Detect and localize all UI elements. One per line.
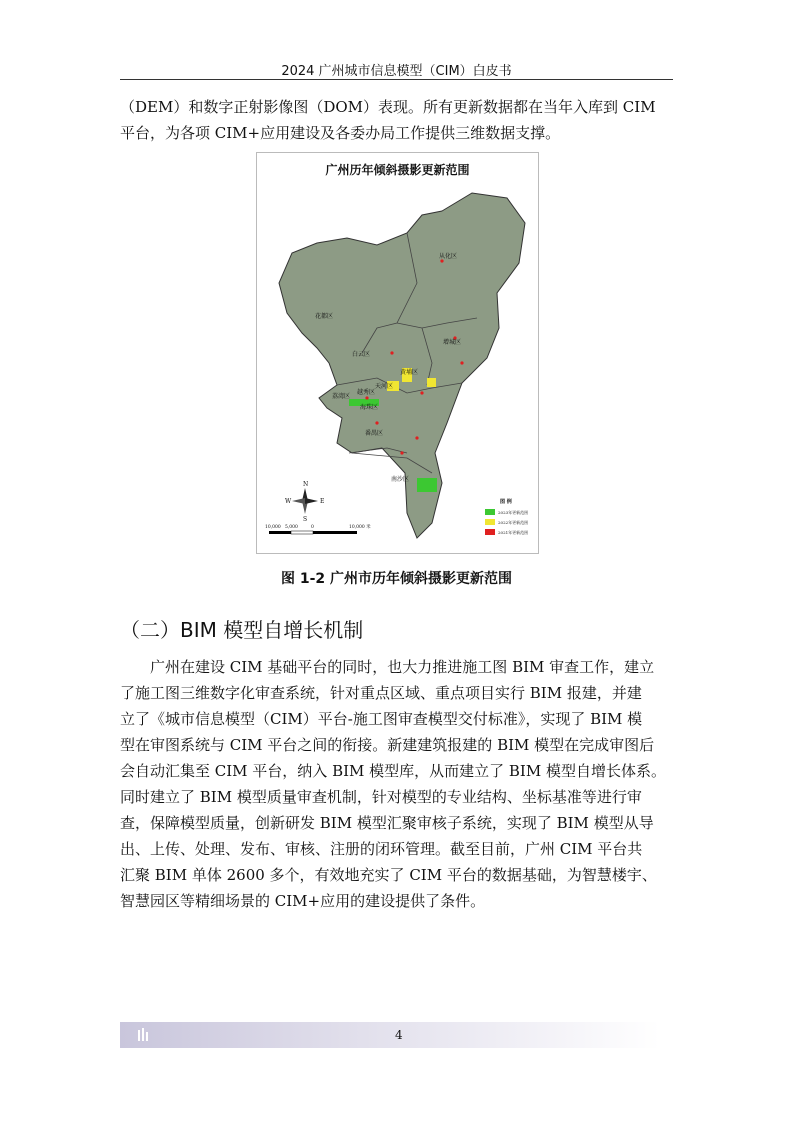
svg-text:2022年更新范围: 2022年更新范围 — [498, 520, 529, 525]
page-number: 4 — [395, 1028, 403, 1042]
svg-text:2021年更新范围: 2021年更新范围 — [498, 530, 529, 535]
compass-icon — [285, 481, 324, 523]
update-point — [460, 361, 463, 364]
text-line: 型在审图系统与 CIM 平台之间的衔接。新建建筑报建的 BIM 模型在完成审图后 — [120, 736, 655, 754]
svg-text:5,000: 5,000 — [285, 525, 298, 530]
scale-bar — [265, 523, 371, 534]
map-legend — [485, 498, 528, 535]
text-line: 广州在建设 CIM 基础平台的同时，也大力推进施工图 BIM 审查工作，建立 — [120, 658, 655, 676]
header-rule — [120, 79, 673, 80]
text-line: 出、上传、处理、发布、审核、注册的闭环管理。截至目前，广州 CIM 平台共 — [120, 840, 643, 858]
map-title: 广州历年倾斜摄影更新范围 — [325, 163, 470, 177]
district-label: 海珠区 — [360, 404, 379, 411]
text-line: 会自动汇集至 CIM 平台，纳入 BIM 模型库，从而建立了 BIM 模型自增长体系。 — [120, 762, 666, 780]
svg-text:E: E — [320, 498, 325, 505]
update-point — [415, 436, 418, 439]
text-line: 同时建立了 BIM 模型质量审查机制，针对模型的专业结构、坐标基准等进行审 — [120, 788, 642, 806]
district-label: 花都区 — [315, 313, 334, 320]
svg-text:10,000 米: 10,000 米 — [349, 525, 371, 530]
map-graphic — [257, 153, 538, 553]
text-line: 汇聚 BIM 单体 2600 多个，有效地充实了 CIM 平台的数据基础，为智慧楼宇、 — [120, 866, 657, 884]
map-figure — [256, 152, 539, 554]
district-label: 从化区 — [439, 253, 458, 260]
text-line: （DEM）和数字正射影像图（DOM）表现。所有更新数据都在当年入库到 CIM — [120, 98, 656, 116]
district-label: 增城区 — [443, 339, 462, 346]
update-point — [400, 451, 403, 454]
update-patch — [427, 378, 436, 387]
district-label: 荔湾区 — [332, 393, 351, 400]
district-label: 白云区 — [352, 351, 371, 358]
district-label: 南沙区 — [391, 476, 410, 483]
svg-text:0: 0 — [311, 525, 314, 530]
update-point — [375, 421, 378, 424]
district-label: 天河区 — [375, 383, 394, 390]
figure-caption: 图 1-2 广州市历年倾斜摄影更新范围 — [280, 571, 513, 587]
section-heading: （二）BIM 模型自增长机制 — [120, 618, 364, 642]
logo-icon — [134, 1026, 152, 1044]
body-paragraph — [120, 654, 673, 914]
running-header: 2024 广州城市信息模型（CIM）白皮书 — [281, 64, 512, 79]
district-label: 越秀区 — [357, 389, 376, 396]
text-line: 了施工图三维数字化审查系统，针对重点区域、重点项目实行 BIM 报建，并建 — [120, 684, 642, 702]
svg-text:S: S — [303, 516, 308, 523]
update-point — [390, 351, 393, 354]
update-point — [365, 396, 368, 399]
text-line: 查，保障模型质量，创新研发 BIM 模型汇聚审核子系统，实现了 BIM 模型从导 — [120, 814, 654, 832]
text-line: 立了《城市信息模型（CIM）平台-施工图审查模型交付标准》，实现了 BIM 模 — [120, 710, 643, 728]
district-label: 黄埔区 — [400, 369, 419, 376]
svg-text:2023年更新范围: 2023年更新范围 — [498, 510, 529, 515]
intro-paragraph — [120, 94, 673, 146]
guangzhou-outline — [279, 193, 525, 538]
svg-text:图 例: 图 例 — [500, 499, 512, 505]
svg-text:W: W — [285, 498, 292, 505]
district-label: 番禺区 — [365, 430, 384, 437]
svg-text:10,000: 10,000 — [265, 525, 281, 530]
text-line: 平台，为各项 CIM+应用建设及各委办局工作提供三维数据支撑。 — [120, 124, 561, 142]
update-patch — [417, 478, 437, 492]
text-line: 智慧园区等精细场景的 CIM+应用的建设提供了条件。 — [120, 892, 486, 910]
update-point — [420, 391, 423, 394]
svg-text:N: N — [303, 481, 309, 488]
footer-band — [120, 1022, 660, 1048]
